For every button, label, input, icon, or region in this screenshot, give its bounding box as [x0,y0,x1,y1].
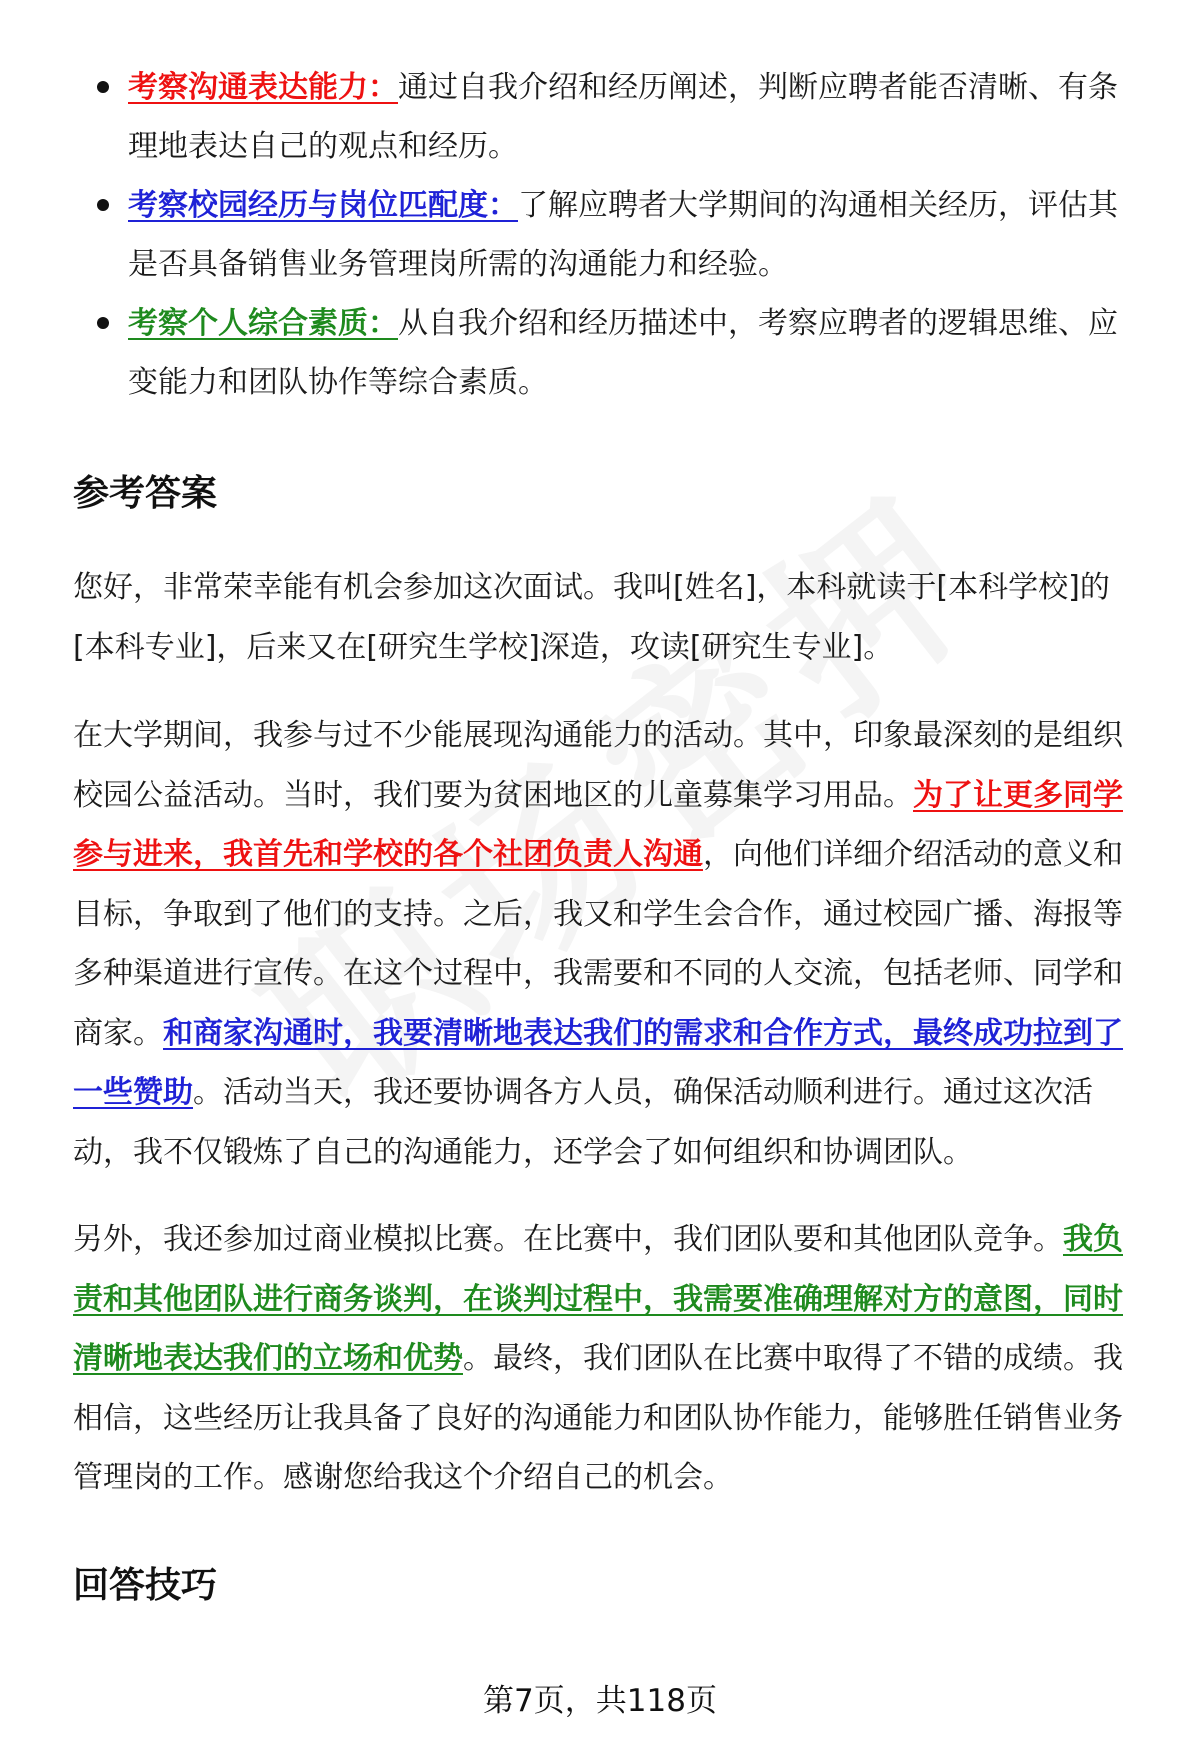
answer-text: 在大学期间，我参与过不少能展现沟通能力的活动。其中，印象最深刻的是组织校园公益活动。当时，我们要为贫困地区的儿童募集学习用品。 [73,718,1123,813]
bullet-dot-icon [97,199,109,211]
section-title-reference-answer: 参考答案 [73,473,218,514]
answer-text: 另外，我还参加过商业模拟比赛。在比赛中，我们团队要和其他团队竞争。 [73,1222,1063,1257]
highlight-green: 我负责和其他团队进行商务谈判，在谈判过程中，我需要准确理解对方的意图，同时清晰地表达我们的立场和优势 [73,1222,1123,1376]
bullet-dot-icon [97,81,109,93]
list-item [0,176,1200,294]
answer-paragraph-2 [73,706,1145,1182]
answer-text: ，向他们详细介绍活动的意义和目标，争取到了他们的支持。之后，我又和学生会合作，通过校园广播、海报等多种渠道进行宣传。在这个过程中，我需要和不同的人交流，包括老师、同学和商家。 [73,837,1123,1051]
bullet-label-overall-quality: 考察个人综合素质： [128,306,398,341]
bullet-label-campus-fit: 考察校园经历与岗位匹配度： [128,188,518,223]
evaluation-points-list [0,58,1200,412]
highlight-red: 为了让更多同学参与进来，我首先和学校的各个社团负责人沟通 [73,777,1123,872]
highlight-blue: 和商家沟通时，我要清晰地表达我们的需求和合作方式，最终成功拉到了一些赞助 [73,1015,1123,1110]
list-item [0,294,1200,412]
list-item [0,58,1200,176]
answer-paragraph-1 [73,558,1145,677]
answer-text: 您好，非常荣幸能有机会参加这次面试。我叫[姓名]，本科就读于[本科学校]的[本科专业]，后来又在[研究生学校]深造，攻读[研究生专业]。 [73,570,1110,665]
section-title-answer-tips: 回答技巧 [73,1565,218,1606]
bullet-text: 从自我介绍和经历描述中，考察应聘者的逻辑思维、应变能力和团队协作等综合素质。 [128,306,1118,400]
answer-text: 。最终，我们团队在比赛中取得了不错的成绩。我相信，这些经历让我具备了良好的沟通能力和团队协作能力，能够胜任销售业务管理岗的工作。感谢您给我这个介绍自己的机会。 [73,1341,1123,1495]
answer-text: 。活动当天，我还要协调各方人员，确保活动顺利进行。通过这次活动，我不仅锻炼了自己的沟通能力，还学会了如何组织和协调团队。 [73,1075,1093,1170]
bullet-text: 通过自我介绍和经历阐述，判断应聘者能否清晰、有条理地表达自己的观点和经历。 [128,70,1118,164]
page-number: 第7页，共118页 [483,1683,717,1719]
bullet-label-communication: 考察沟通表达能力： [128,70,398,105]
bullet-text: 了解应聘者大学期间的沟通相关经历，评估其是否具备销售业务管理岗所需的沟通能力和经验。 [128,188,1118,282]
answer-paragraph-3 [73,1210,1145,1508]
bullet-dot-icon [97,317,109,329]
